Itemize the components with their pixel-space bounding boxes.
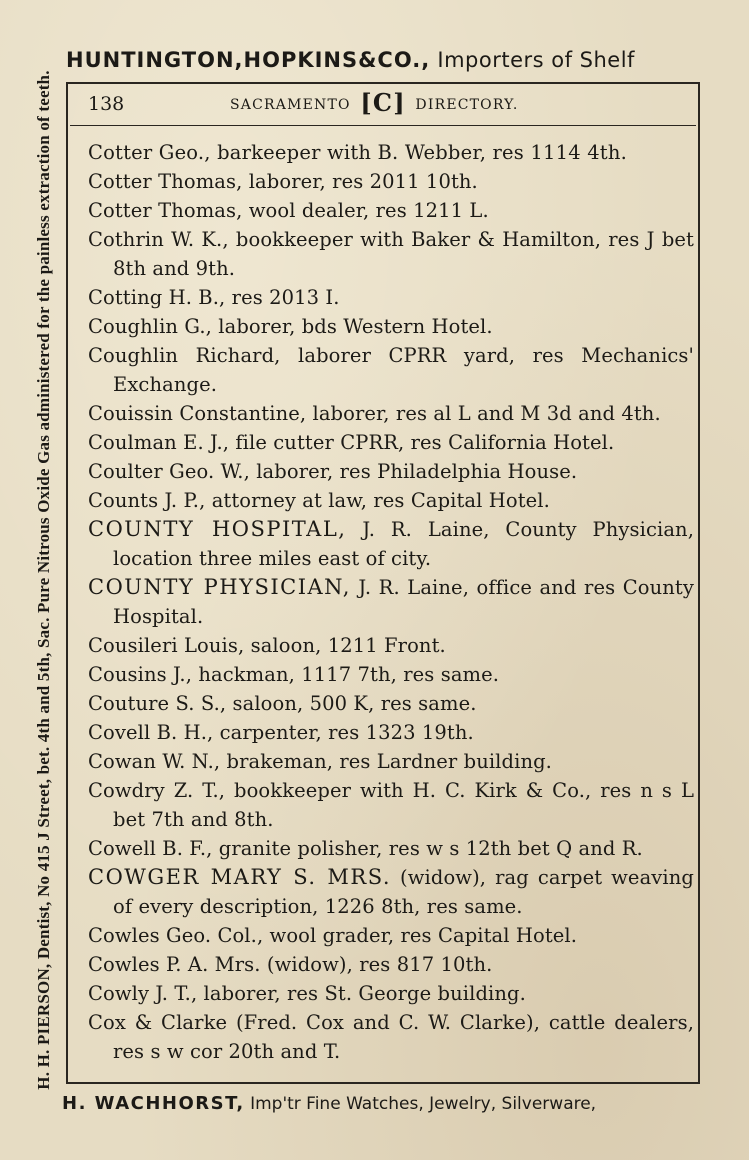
page-number: 138 <box>88 93 125 115</box>
directory-entry <box>88 950 694 979</box>
entry-details: brakeman, res Lardner building. <box>220 750 552 773</box>
entry-details: laborer, res al L and M 3d and 4th. <box>306 402 661 425</box>
entry-name: Cowles P. A. Mrs. <box>88 953 261 976</box>
entry-name: COWGER MARY S. MRS. <box>88 865 392 889</box>
directory-entry <box>88 573 694 631</box>
directory-entry <box>88 979 694 1008</box>
directory-city: SACRAMENTO <box>230 97 351 113</box>
entry-details: file cutter CPRR, res California Hotel. <box>229 431 615 454</box>
entry-details: laborer CPRR yard, res Mechanics' Exchange. <box>113 344 694 396</box>
directory-word: DIRECTORY. <box>415 97 519 113</box>
entry-name: Cox & Clarke <box>88 1011 228 1034</box>
entry-details: attorney at law, res Capital Hotel. <box>205 489 550 512</box>
entry-details: laborer, res Philadelphia House. <box>249 460 578 483</box>
entry-name: Cousins J., <box>88 663 193 686</box>
entry-name: Coughlin Richard, <box>88 344 281 367</box>
entry-details: J. R. Laine, County Physician, location three miles east of city. <box>113 518 695 570</box>
entry-details: wool dealer, res 1211 L. <box>242 199 489 222</box>
entry-name: Couture S. S., <box>88 692 227 715</box>
directory-entry <box>88 515 694 573</box>
directory-entry <box>88 138 694 167</box>
entry-name: Cotter Geo., <box>88 141 211 164</box>
directory-entry <box>88 776 694 834</box>
directory-entry <box>88 631 694 660</box>
directory-entry <box>88 834 694 863</box>
entry-name: Coulman E. J., <box>88 431 230 454</box>
directory-entry <box>88 921 694 950</box>
directory-entry <box>88 341 694 399</box>
header-firm-name: HUNTINGTON,HOPKINS&CO., <box>66 48 431 72</box>
entry-details: bookkeeper with Baker & Hamilton, res J bet 8th and 9th. <box>113 228 694 280</box>
directory-entry <box>88 863 694 921</box>
directory-entry <box>88 312 694 341</box>
entry-name: COUNTY PHYSICIAN, <box>88 575 351 599</box>
directory-entry <box>88 225 694 283</box>
footer-tagline: Imp'tr Fine Watches, Jewelry, Silverware, <box>244 1094 597 1114</box>
entry-details: saloon, 500 K, res same. <box>226 692 477 715</box>
footer-advertisement <box>62 1090 712 1118</box>
entry-details: bookkeeper with H. C. Kirk & Co., res n s L bet 7th and 8th. <box>113 779 694 831</box>
directory-entries <box>88 138 694 1066</box>
directory-entry <box>88 283 694 312</box>
entry-details: laborer, res 2011 10th. <box>242 170 478 193</box>
entry-details: barkeeper with B. Webber, res 1114 4th. <box>210 141 627 164</box>
entry-name: Counts J. P., <box>88 489 206 512</box>
entry-details: wool grader, res Capital Hotel. <box>263 924 578 947</box>
entry-name: Coughlin G., <box>88 315 212 338</box>
header-advertisement <box>66 44 716 76</box>
entry-details: granite polisher, res w s 12th bet Q and R. <box>212 837 643 860</box>
entry-details: laborer, res St. George building. <box>197 982 526 1005</box>
directory-entry <box>88 1008 694 1066</box>
entry-name: Cowles Geo. Col., <box>88 924 264 947</box>
entry-name: Coulter Geo. W., <box>88 460 250 483</box>
entry-name: Cowan W. N., <box>88 750 221 773</box>
entry-name: Cowly J. T., <box>88 982 198 1005</box>
entry-name: Couissin Constantine, <box>88 402 307 425</box>
entry-name: Cowell B. F., <box>88 837 213 860</box>
entry-details: (Fred. Cox and C. W. Clarke), cattle dealers, res s w cor 20th and T. <box>113 1011 694 1063</box>
directory-entry <box>88 196 694 225</box>
entry-name: COUNTY HOSPITAL, <box>88 517 347 541</box>
entry-details: (widow), rag carpet weaving of every description, 1226 8th, res same. <box>113 866 694 918</box>
entry-details: J. R. Laine, office and res County Hospital. <box>113 576 694 628</box>
section-letter: [C] <box>360 88 406 117</box>
directory-entry <box>88 486 694 515</box>
entry-name: Cothrin W. K., <box>88 228 229 251</box>
directory-entry <box>88 747 694 776</box>
directory-entry <box>88 167 694 196</box>
entry-name: Cotter Thomas, <box>88 199 243 222</box>
entry-name: Cotting H. B., <box>88 286 226 309</box>
entry-name: Covell B. H., <box>88 721 214 744</box>
entry-details: (widow), res 817 10th. <box>260 953 493 976</box>
directory-entry <box>88 428 694 457</box>
entry-name: Cousileri Louis, <box>88 634 245 657</box>
entry-details: laborer, bds Western Hotel. <box>211 315 493 338</box>
running-head <box>70 86 696 126</box>
footer-firm-name: H. WACHHORST, <box>62 1093 245 1114</box>
entry-name: Cotter Thomas, <box>88 170 243 193</box>
header-tagline: Importers of Shelf <box>430 48 635 72</box>
directory-entry <box>88 399 694 428</box>
directory-entry <box>88 457 694 486</box>
entry-details: res 2013 I. <box>225 286 340 309</box>
directory-title <box>230 90 518 118</box>
entry-details: saloon, 1211 Front. <box>244 634 446 657</box>
directory-entry <box>88 718 694 747</box>
entry-name: Cowdry Z. T., <box>88 779 226 802</box>
entry-details: carpenter, res 1323 19th. <box>213 721 474 744</box>
directory-entry <box>88 689 694 718</box>
directory-entry <box>88 660 694 689</box>
side-advertisement: H. H. PIERSON, Dentist, No 415 J Street, bet. 4th and 5th, Sac. Pure Nitrous Oxide Gas administered for the painless extraction of teeth. <box>34 70 53 1090</box>
entry-details: hackman, 1117 7th, res same. <box>192 663 500 686</box>
